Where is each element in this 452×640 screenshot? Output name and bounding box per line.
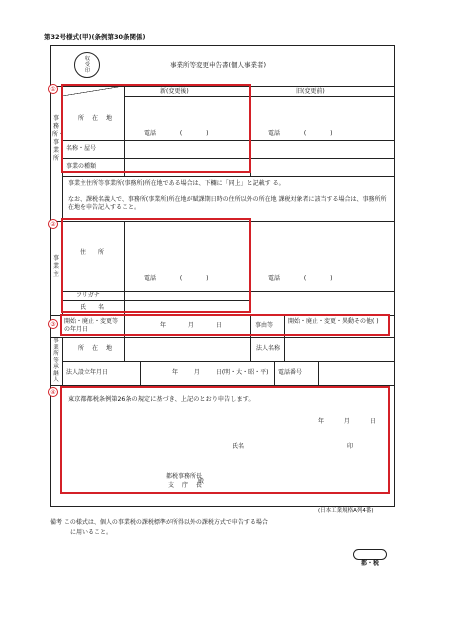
addressee-branch: 支 庁 長 [168, 482, 202, 489]
footnote-line-1: 備考 この様式は、個人の事業税の課税標準が所得以外の課税方式で申告する場合 [50, 519, 268, 526]
declaration-statement: 東京都都税条例第26条の規定に基づき、上記のとおり申告します。 [68, 396, 255, 403]
office-phone-after: 電話 ( ) [144, 130, 209, 137]
receipt-stamp-label: 収受印 [84, 56, 90, 74]
office-note-2: なお、課税名義人で、事務所(事業所)所在地が賦課期日時の住所以外の所在地 課税対象者に該当する場合は、事務所所在地を申告記入すること。 [68, 196, 387, 211]
corner-tag [353, 549, 387, 567]
marker-4: ④ [48, 387, 58, 397]
highlight-box-1 [61, 84, 251, 173]
receipt-stamp [74, 52, 100, 78]
proprietor-side-label: 事業主 [52, 255, 59, 278]
change-date-label: 開始・廃止・変更等の年月日 [64, 318, 119, 333]
furigana-label: フリガナ [76, 292, 100, 299]
marker-3: ③ [48, 319, 58, 329]
footnote-line-2: に用いること。 [70, 529, 113, 536]
corner-tag-label: 都・税 [360, 560, 379, 567]
successor-side-label: 事業所等承継人 [53, 338, 59, 383]
declaration-date: 年 月 日 [318, 418, 376, 425]
paper-size: (日本工業規格A列4番) [318, 508, 374, 514]
corp-name-label: 法人名称 [256, 345, 281, 352]
marker-1: ① [48, 84, 58, 94]
proprietor-phone-after: 電話 ( ) [144, 275, 209, 282]
honorific: 殿 [198, 478, 205, 485]
seal-mark: 印 [347, 443, 354, 450]
declarant-name-label: 氏名 [232, 443, 245, 450]
office-phone-before: 電話 ( ) [268, 130, 333, 137]
proprietor-address-label: 住所 [80, 249, 117, 256]
office-address-label: 所在地 [78, 115, 121, 122]
marker-2: ② [48, 219, 58, 229]
office-side-label: 事務所・事業所 [52, 115, 65, 162]
highlight-box-2 [61, 218, 251, 313]
office-after-header: 新(変更後) [160, 88, 189, 95]
phone-number-label: 電話番号 [278, 369, 303, 376]
office-before-header: 旧(変更前) [296, 88, 325, 95]
office-name-label: 名称・屋号 [66, 145, 97, 152]
highlight-box-4 [60, 386, 390, 494]
proprietor-phone-before: 電話 ( ) [268, 275, 333, 282]
page-title: 事業所等変更申告書(個人事業者) [170, 61, 267, 69]
corp-birth-label: 法人設立年月日 [66, 369, 109, 376]
office-note-1: 事業主住所等事業所(事務所)所在地である場合は、下欄に「同上」と記載す る。 [68, 180, 285, 187]
highlight-box-3 [60, 314, 390, 336]
reason-label: 事由等 [255, 322, 274, 329]
office-type-label: 事業の種類 [66, 163, 97, 170]
successor-address-label: 所在地 [78, 345, 121, 352]
proprietor-name-label: 氏名 [80, 304, 117, 311]
corp-birth-value: 年 月 日(明・大・昭・平) [172, 369, 269, 376]
reason-value: 開始・廃止・変更・異動その他( ) [288, 318, 379, 325]
change-date-value: 年 月 日 [160, 322, 222, 329]
form-id: 第32号様式(甲)(条例第30条関係) [44, 33, 146, 41]
addressee-office: 都税事務所長 [166, 473, 203, 480]
